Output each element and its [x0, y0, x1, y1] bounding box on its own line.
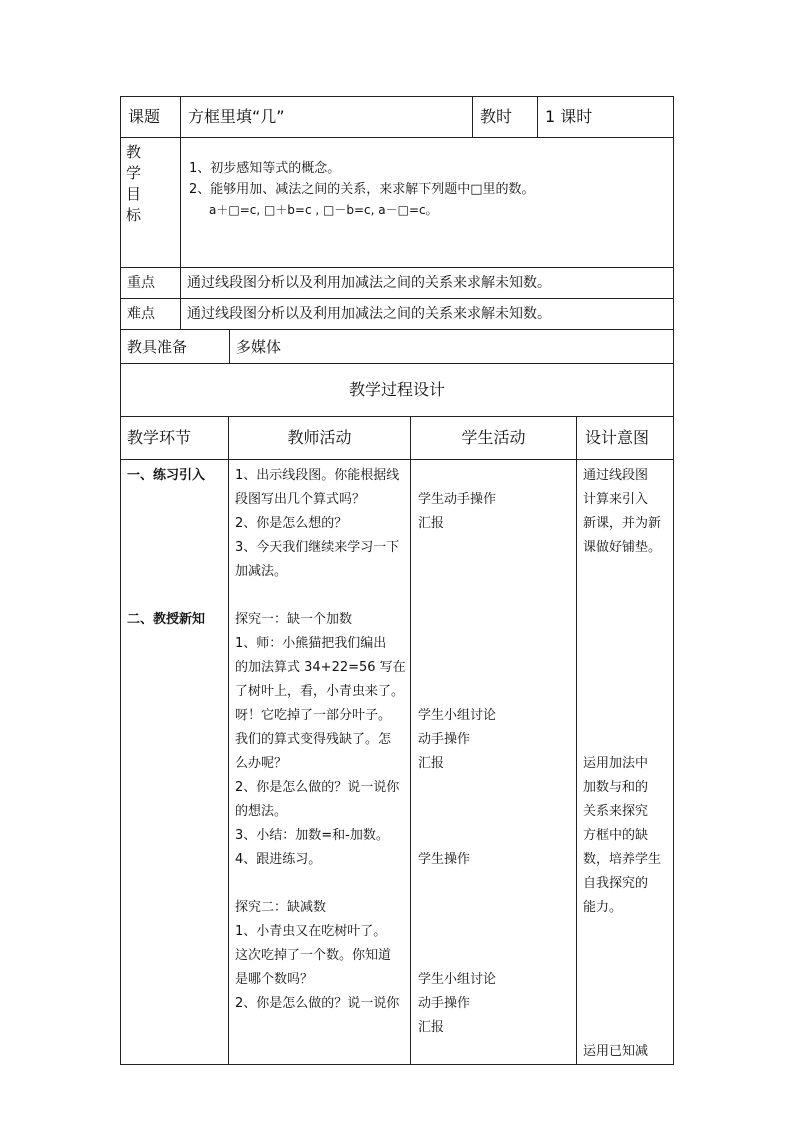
teacher-line: 段图写出几个算式吗？: [235, 492, 366, 507]
goals-label-char: 标: [126, 206, 142, 224]
design-title: 教学过程设计: [121, 364, 674, 417]
difficulty-row: [121, 299, 674, 330]
lesson-plan-table: [120, 96, 674, 417]
teacher-line: 这次吃掉了一个数。你知道: [235, 948, 392, 963]
teacher-line: 加减法。: [235, 564, 288, 579]
teacher-line: 1、师：小熊猫把我们编出: [235, 636, 387, 651]
teacher-line: 了树叶上，看，小青虫来了。: [235, 684, 405, 699]
intent-cell: [577, 460, 674, 1065]
student-line: 汇报: [418, 756, 445, 771]
intent-line: 关系来探究: [583, 804, 649, 819]
goals-label-char: 学: [126, 164, 142, 182]
col-stage-header: 教学环节: [121, 417, 229, 460]
teacher-line: 的加法算式 34+22=56 写在: [235, 660, 406, 675]
teacher-line: 呀！它吃掉了一部分叶子。: [235, 708, 392, 723]
teacher-line: 的想法。: [235, 804, 288, 819]
goals-label-char: 目: [126, 185, 142, 203]
student-line: 汇报: [418, 1020, 445, 1035]
student-line: 汇报: [418, 516, 445, 531]
goals-label: [121, 138, 181, 268]
goals-row: [121, 138, 674, 268]
intent-line: 课做好铺垫。: [583, 540, 662, 555]
col-teacher-header: 教师活动: [229, 417, 411, 460]
key-point-row: [121, 268, 674, 299]
intent-line: 新课，并为新: [583, 516, 662, 531]
col-student-header: 学生活动: [411, 417, 577, 460]
process-table: [120, 417, 674, 1065]
teacher-line: 1、出示线段图。你能根据线: [235, 468, 400, 483]
intent-line: 方框中的缺: [583, 828, 649, 843]
student-line: 学生小组讨论: [418, 972, 497, 987]
teacher-line: 4、跟进练习。: [235, 852, 322, 867]
student-line: 动手操作: [418, 732, 471, 747]
tools-value: 多媒体: [230, 330, 674, 364]
intent-line: 数，培养学生: [583, 852, 662, 867]
student-line: 学生操作: [418, 852, 471, 867]
goals-body: [181, 138, 674, 268]
tools-label: 教具准备: [121, 330, 230, 364]
teacher-line: 2、你是怎么做的？说一说你: [235, 996, 400, 1011]
student-cell: [411, 460, 577, 1065]
intent-line: 自我探究的: [583, 876, 649, 891]
teacher-line: 2、你是怎么想的？: [235, 516, 348, 531]
goals-label-char: 教: [126, 143, 142, 161]
teacher-line: 2、你是怎么做的？说一说你: [235, 780, 400, 795]
lesson-plan-page: [120, 96, 673, 1065]
student-line: 学生动手操作: [418, 492, 497, 507]
intent-line: 加数与和的: [583, 780, 649, 795]
key-point-label: 重点: [121, 268, 181, 299]
teacher-cell: [229, 460, 411, 1065]
difficulty-text: 通过线段图分析以及利用加减法之间的关系来求解未知数。: [181, 299, 674, 330]
stage-1: 一、练习引入: [127, 468, 206, 483]
goal-item: 2、能够用加、减法之间的关系，来求解下列题中□里的数。: [189, 182, 535, 197]
difficulty-label: 难点: [121, 299, 181, 330]
subject-row: [121, 97, 674, 138]
goal-formula: a＋□=c, □＋b=c , □－b=c, a－□=c。: [209, 203, 438, 217]
hours-value: 1 课时: [538, 97, 674, 138]
subject-value: 方框里填“几”: [181, 97, 473, 138]
stage-cell: [121, 460, 229, 1065]
process-header-row: [121, 417, 674, 460]
stage-2: 二、教授新知: [127, 612, 206, 627]
design-title-row: [121, 364, 674, 417]
goal-item: 1、初步感知等式的概念。: [189, 161, 341, 176]
student-line: 动手操作: [418, 996, 471, 1011]
teacher-line: 是哪个数吗？: [235, 972, 314, 987]
student-line: 学生小组讨论: [418, 708, 497, 723]
intent-line: 运用加法中: [583, 756, 649, 771]
process-body-row: [121, 460, 674, 1065]
teacher-line: 我们的算式变得残缺了。怎: [235, 732, 392, 747]
key-point-text: 通过线段图分析以及利用加减法之间的关系来求解未知数。: [181, 268, 674, 299]
teacher-line: 么办呢？: [235, 756, 288, 771]
intent-line: 运用已知减: [583, 1044, 649, 1059]
intent-line: 计算来引入: [583, 492, 649, 507]
tools-row: [121, 330, 674, 364]
teacher-line: 3、今天我们继续来学习一下: [235, 540, 400, 555]
teacher-line: 1、小青虫又在吃树叶了。: [235, 924, 387, 939]
teacher-line: 3、小结：加数=和-加数。: [235, 828, 389, 843]
intent-line: 通过线段图: [583, 468, 649, 483]
subject-label: 课题: [121, 97, 181, 138]
col-intent-header: 设计意图: [577, 417, 674, 460]
teacher-line: 探究一：缺一个加数: [235, 612, 353, 627]
hours-label: 教时: [473, 97, 538, 138]
intent-line: 能力。: [583, 900, 623, 915]
teacher-line: 探究二：缺减数: [235, 900, 327, 915]
